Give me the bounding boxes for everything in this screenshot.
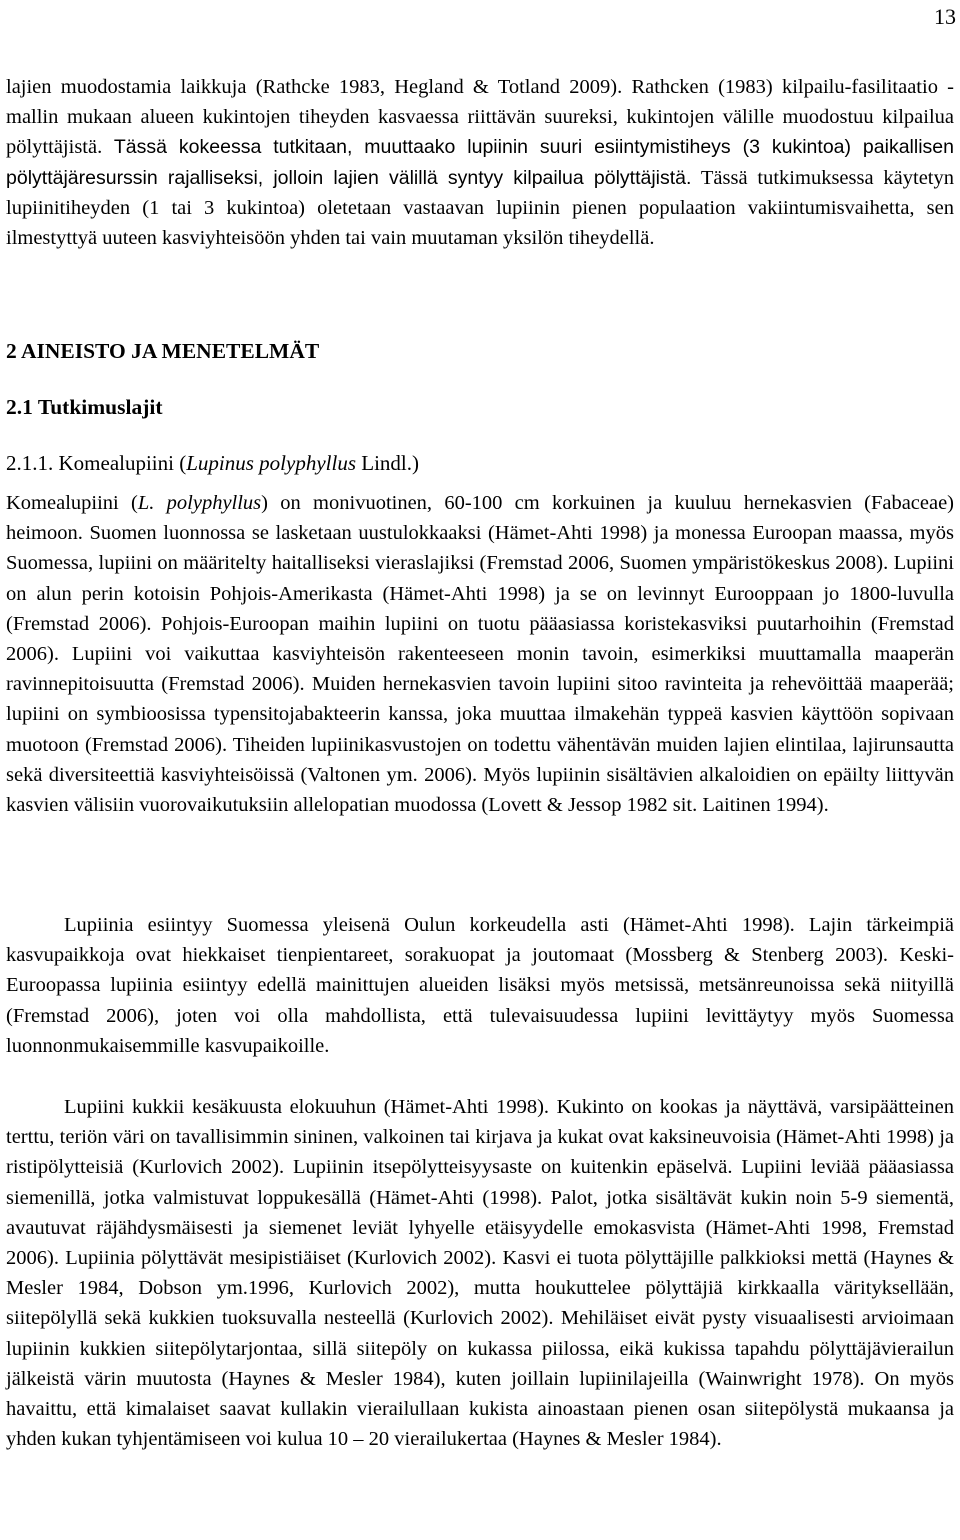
species-heading-latin: Lupinus polyphyllus: [186, 451, 356, 475]
intro-text-end: Tässä tutkimuksessa käytetyn lupiinitiheyden (1 tai 3 kukintoa) oletetaan vastaavan lupiinin pienen populaation vakiintumisvaihetta, sen ilmestyttyä uuteen kasviyhteisöön yhden tai vain muutaman yksilön tiheydellä.: [6, 166, 955, 250]
p1-latin-name: L. polyphyllus: [137, 492, 262, 514]
intro-text-start: lajien muodostamia laikkuja (Rathcke 1983, Hegland & Totland 2009). Rathcken (1983) kilpailu-fasilitaatio -mallin mukaan alueen kukintojen tiheyden kasvaessa riittävän suureksi, kukintojen välille muodostuu kilpailua pölyttäjistä.: [6, 76, 954, 159]
species-heading-suffix: Lindl.): [356, 451, 419, 475]
section-heading: 2 AINEISTO JA MENETELMÄT: [6, 339, 320, 363]
body-paragraph-3: Lupiini kukkii kesäkuusta elokuuhun (Hämet-Ahti 1998). Kukinto on kookas ja näyttävä, varsipäätteinen terttu, teriön väri on tavallisimmin sininen, valkoinen tai kirjava ja kukat ovat kaksineuvoisia (Hämet-Ahti 1998) ja ristipölytteisiä (Kurlovich 2002). Lupiinin itsepölytteisyysaste on kuitenkin epäselvä. Lupiini leviää pääasiassa siemenillä, jotka valmistuvat loppukesällä (Hämet-Ahti (1998). Palot, jotka sisältävät kukin noin 5-9 siementä, avautuvat räjähdysmäisesti ja siemenet leviät lyhyelle etäisyydelle emokasvista (Hämet-Ahti 1998, Fremstad 2006). Lupiinia pölyttävät mesipistiäiset (Kurlovich 2002). Kasvi ei tuota pölyttäjille palkkioksi mettä (Haynes & Mesler 1984, Dobson ym.1996, Kurlovich 2002), mutta houkuttelee pölyttäjiä kirkkaalla värityksellään, siitepölyllä sekä kukkien tuoksuvalla nesteellä (Kurlovich 2002). Mehiläiset eivät pysty visuaalisesti arvioimaan lupiinin kukkien siitepölytarjontaa, sillä siitepöly on kukassa piilossa, eikä kukissa tapahdu pölyttäjävierailun jälkeistä värin muutosta (Haynes & Mesler 1984), kuten joillain lupiinilajeilla (Wainwright 1978). On myös havaittu, että kimalaiset saavat kullakin vierailullaan kukista ainoastaan pienen osan siitepölystä mukaansa ja yhden kukan tyhjentämiseen voi kulua 10 – 20 vierailukertaa (Haynes & Mesler 1984).: [6, 1096, 954, 1451]
intro-paragraph: [6, 72, 954, 253]
page-number: 13: [934, 4, 956, 29]
species-heading-prefix: 2.1.1. Komealupiini (: [6, 451, 187, 475]
body-paragraph-1: [6, 488, 954, 820]
species-heading: [6, 448, 419, 478]
p1-prefix: Komealupiini (: [6, 492, 138, 514]
subsection-heading: 2.1 Tutkimuslajit: [6, 395, 163, 419]
body-paragraph-2: Lupiinia esiintyy Suomessa yleisenä Oulun korkeudella asti (Hämet-Ahti 1998). Lajin tärkeimpiä kasvupaikkoja ovat hiekkaiset tienpientareet, sorakuopat ja joutomaat (Mossberg & Stenberg 2003). Keski-Euroopassa lupiinia esiintyy edellä mainittujen alueiden lisäksi myös metsissä, metsänreunoissa sekä niityillä (Fremstad 2006), joten voi olla mahdollista, että tulevaisuudessa lupiini levittäytyy myös Suomessa luonnonmukaisemmille kasvupaikoille.: [6, 914, 954, 1057]
intro-hypothesis-text: Tässä kokeessa tutkitaan, muuttaako lupiinin suuri esiintymistiheys (3 kukintoa) paikallisen pölyttäjäresurssin rajalliseksi, jolloin lajien välillä syntyy kilpailua pölyttäjistä.: [6, 136, 954, 189]
p1-text: ) on monivuotinen, 60-100 cm korkuinen ja kuuluu hernekasvien (Fabaceae) heimoon. Suomen luonnossa se lasketaan uustulokkaaksi (Hämet-Ahti 1998) ja monessa Euroopan maassa, myös Suomessa, lupiini on määritelty haitalliseksi vieraslajiksi (Fremstad 2006, Suomen ympäristökeskus 2008). Lupiini on alun perin kotoisin Pohjois-Amerikasta (Hämet-Ahti 1998) ja se on levinnyt Eurooppaan jo 1800-luvulla (Fremstad 2006). Pohjois-Euroopan maihin lupiini on tuotu pääasiassa koristekasviksi puutarhoihin (Fremstad 2006). Lupiini voi vaikuttaa kasviyhteisön rakenteeseen monin tavoin, esimerkiksi muuttamalla maaperän ravinnepitoisuutta (Fremstad 2006). Muiden hernekasvien tavoin lupiini sitoo ravinteita ja rehevöittää maaperää; lupiini on symbioosissa typensitojabakteerin kanssa, joka muuttaa ilmakehän typpeä kasvien käyttöön sopivaan muotoon (Fremstad 2006). Tiheiden lupiinikasvustojen on todettu vähentävän muiden lajien elintilaa, lajirunsautta sekä diversiteettiä kasviyhteisöissä (Valtonen ym. 2006). Myös lupiinin sisältävien alkaloidien on epäilty liittyvän kasvien välisiin vuorovaikutuksiin allelopatian muodossa (Lovett & Jessop 1982 sit. Laitinen 1994).: [6, 492, 955, 817]
